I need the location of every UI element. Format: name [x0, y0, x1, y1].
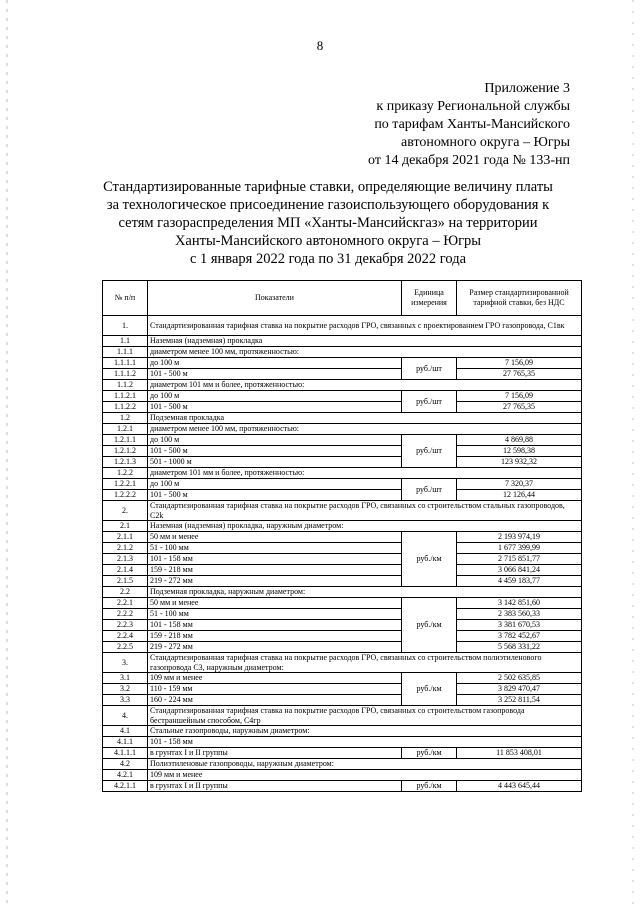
- row-number: 2.2.2: [103, 609, 148, 620]
- row-value: 3 829 470,47: [457, 684, 582, 695]
- row-number: 2.1.2: [103, 543, 148, 554]
- table-row: [103, 673, 582, 684]
- subsection-title: Стальные газопроводы, наружным диаметром:: [148, 726, 582, 737]
- table-row: [103, 468, 582, 479]
- row-value: 7 156,09: [457, 391, 582, 402]
- row-indicator: 109 мм и менее: [148, 673, 402, 684]
- appendix-line: Приложение 3: [484, 81, 570, 96]
- row-number: 4.2.1.1: [103, 781, 148, 792]
- row-number: 1.: [103, 316, 148, 336]
- table-row: [103, 501, 582, 521]
- table-row: [103, 565, 582, 576]
- row-number: 2.: [103, 501, 148, 521]
- section-title: Стандартизированная тарифная ставка на покрытие расходов ГРО, связанных со строительством газопровода бестраншейным способом, C4гр: [148, 706, 582, 726]
- table-row: [103, 653, 582, 673]
- header-unit: Единица измерения: [402, 281, 457, 316]
- title-line: за технологическое присоединение газоиспользующего оборудования к: [106, 197, 550, 213]
- row-indicator: 219 - 272 мм: [148, 642, 402, 653]
- row-indicator: 101 - 158 мм: [148, 554, 402, 565]
- row-value: 2 193 974,19: [457, 532, 582, 543]
- table-row: [103, 424, 582, 435]
- section-title: Стандартизированная тарифная ставка на покрытие расходов ГРО, связанных с проектированием ГРО газопровода, C1вк: [148, 316, 582, 336]
- subsection-title: диаметром 101 мм и более, протяженностью:: [148, 468, 582, 479]
- row-indicator: 101 - 500 м: [148, 369, 402, 380]
- row-number: 3.: [103, 653, 148, 673]
- row-indicator: 160 - 224 мм: [148, 695, 402, 706]
- table-row: [103, 391, 582, 402]
- row-indicator: 101 - 500 м: [148, 402, 402, 413]
- row-number: 1.1.1.1: [103, 358, 148, 369]
- row-number: 1.1.1: [103, 347, 148, 358]
- tariff-table: [102, 280, 582, 792]
- header-indicator: Показатели: [148, 281, 402, 316]
- row-indicator: 159 - 218 мм: [148, 565, 402, 576]
- row-number: 1.2.2.2: [103, 490, 148, 501]
- row-number: 2.1.1: [103, 532, 148, 543]
- row-indicator: 51 - 100 мм: [148, 609, 402, 620]
- row-number: 1.2.1.1: [103, 435, 148, 446]
- row-value: 12 126,44: [457, 490, 582, 501]
- row-indicator: до 100 м: [148, 435, 402, 446]
- row-value: 3 252 811,54: [457, 695, 582, 706]
- page-number: 8: [316, 38, 324, 53]
- row-value: 4 869,88: [457, 435, 582, 446]
- row-value: 123 932,32: [457, 457, 582, 468]
- subsection-title: диаметром 101 мм и более, протяженностью:: [148, 380, 582, 391]
- table-row: [103, 554, 582, 565]
- row-value: 7 156,09: [457, 358, 582, 369]
- table-row: [103, 609, 582, 620]
- row-number: 2.1.3: [103, 554, 148, 565]
- row-value: 27 765,35: [457, 402, 582, 413]
- table-row: [103, 347, 582, 358]
- row-number: 1.2.1.3: [103, 457, 148, 468]
- row-unit: руб./км: [402, 598, 457, 653]
- row-value: 4 443 645,44: [457, 781, 582, 792]
- table-row: [103, 684, 582, 695]
- table-row: [103, 543, 582, 554]
- row-value: 11 853 408,01: [457, 748, 582, 759]
- row-number: 1.1.1.2: [103, 369, 148, 380]
- row-indicator: в грунтах I и II группы: [148, 781, 402, 792]
- row-value: 3 066 841,24: [457, 565, 582, 576]
- subsection-title: Полиэтиленовые газопроводы, наружным диаметром:: [148, 759, 582, 770]
- table-row: [103, 479, 582, 490]
- row-unit: руб./км: [402, 673, 457, 706]
- table-row: [103, 598, 582, 609]
- table-row: [103, 631, 582, 642]
- table-row: [103, 642, 582, 653]
- table-row: [103, 521, 582, 532]
- subsection-title: 109 мм и менее: [148, 770, 582, 781]
- table-body: [103, 316, 582, 792]
- row-number: 2.1: [103, 521, 148, 532]
- row-number: 4.2: [103, 759, 148, 770]
- row-unit: руб./км: [402, 748, 457, 759]
- row-number: 4.1: [103, 726, 148, 737]
- row-value: 27 765,35: [457, 369, 582, 380]
- row-number: 4.1.1: [103, 737, 148, 748]
- row-number: 2.2: [103, 587, 148, 598]
- table-row: [103, 770, 582, 781]
- scan-edge-right: [632, 0, 634, 905]
- row-indicator: 219 - 272 мм: [148, 576, 402, 587]
- row-indicator: до 100 м: [148, 479, 402, 490]
- row-value: 4 459 183,77: [457, 576, 582, 587]
- table-row: [103, 369, 582, 380]
- title-line: сетям газораспределения МП «Ханты-Мансийскгаз» на территории: [118, 215, 538, 231]
- table-row: [103, 435, 582, 446]
- row-number: 2.1.5: [103, 576, 148, 587]
- row-value: 3 142 851,60: [457, 598, 582, 609]
- row-number: 2.2.5: [103, 642, 148, 653]
- row-value: 2 502 635,85: [457, 673, 582, 684]
- row-number: 1.2.2: [103, 468, 148, 479]
- row-indicator: 101 - 158 мм: [148, 620, 402, 631]
- row-number: 2.2.3: [103, 620, 148, 631]
- appendix-line: от 14 декабря 2021 года № 133-нп: [368, 153, 570, 168]
- title-line: с 1 января 2022 года по 31 декабря 2022 года: [189, 251, 467, 267]
- table-row: [103, 358, 582, 369]
- appendix-line: по тарифам Ханты-Мансийского: [374, 117, 570, 132]
- row-unit: руб./шт: [402, 391, 457, 413]
- table-row: [103, 532, 582, 543]
- row-number: 1.2.1: [103, 424, 148, 435]
- row-unit: руб./шт: [402, 358, 457, 380]
- row-indicator: 110 - 159 мм: [148, 684, 402, 695]
- row-value: 3 381 670,53: [457, 620, 582, 631]
- subsection-title: Подземная прокладка: [148, 413, 582, 424]
- row-value: 2 383 560,33: [457, 609, 582, 620]
- subsection-title: диаметром менее 100 мм, протяженностью:: [148, 424, 582, 435]
- row-number: 1.1: [103, 336, 148, 347]
- table-row: [103, 576, 582, 587]
- row-indicator: до 100 м: [148, 358, 402, 369]
- header-rate: Размер стандартизированной тарифной ставки, без НДС: [457, 281, 582, 316]
- table-row: [103, 706, 582, 726]
- scan-edge-left: [6, 0, 8, 905]
- row-number: 1.2.1.2: [103, 446, 148, 457]
- row-number: 1.1.2.1: [103, 391, 148, 402]
- row-number: 4.: [103, 706, 148, 726]
- row-number: 4.1.1.1: [103, 748, 148, 759]
- row-indicator: 50 мм и менее: [148, 532, 402, 543]
- table-row: [103, 759, 582, 770]
- table-row: [103, 737, 582, 748]
- row-value: 3 782 452,67: [457, 631, 582, 642]
- table-row: [103, 316, 582, 336]
- subsection-title: Наземная (надземная) прокладка, наружным диаметром:: [148, 521, 582, 532]
- row-number: 2.1.4: [103, 565, 148, 576]
- subsection-title: Наземная (надземная) прокладка: [148, 336, 582, 347]
- appendix-block: [368, 80, 570, 170]
- appendix-line: автономного округа – Югры: [401, 135, 570, 150]
- header-num: № п/п: [103, 281, 148, 316]
- table-row: [103, 587, 582, 598]
- row-unit: руб./км: [402, 781, 457, 792]
- table-row: [103, 380, 582, 391]
- row-value: 2 715 851,77: [457, 554, 582, 565]
- row-number: 1.2.2.1: [103, 479, 148, 490]
- section-title: Стандартизированная тарифная ставка на покрытие расходов ГРО, связанных со строительством полиэтиленового газопровода C3, наружным диаметром:: [148, 653, 582, 673]
- table-header-row: [103, 281, 582, 316]
- table-row: [103, 695, 582, 706]
- table-row: [103, 413, 582, 424]
- document-title: [88, 178, 568, 268]
- row-indicator: 159 - 218 мм: [148, 631, 402, 642]
- row-unit: руб./км: [402, 532, 457, 587]
- table-row: [103, 446, 582, 457]
- table-row: [103, 457, 582, 468]
- row-value: 7 320,37: [457, 479, 582, 490]
- row-indicator: 501 - 1000 м: [148, 457, 402, 468]
- table-row: [103, 748, 582, 759]
- row-value: 1 677 399,99: [457, 543, 582, 554]
- row-value: 12 598,38: [457, 446, 582, 457]
- row-indicator: 50 мм и менее: [148, 598, 402, 609]
- row-indicator: в грунтах I и II группы: [148, 748, 402, 759]
- row-indicator: до 100 м: [148, 391, 402, 402]
- title-line: Стандартизированные тарифные ставки, определяющие величину платы: [103, 179, 553, 195]
- row-number: 3.3: [103, 695, 148, 706]
- appendix-line: к приказу Региональной службы: [376, 99, 570, 114]
- row-number: 3.2: [103, 684, 148, 695]
- table-row: [103, 336, 582, 347]
- row-number: 3.1: [103, 673, 148, 684]
- table-row: [103, 781, 582, 792]
- row-number: 1.1.2: [103, 380, 148, 391]
- table-row: [103, 726, 582, 737]
- row-number: 1.1.2.2: [103, 402, 148, 413]
- title-line: Ханты-Мансийского автономного округа – Югры: [174, 233, 482, 249]
- row-number: 4.2.1: [103, 770, 148, 781]
- subsection-title: 101 - 158 мм: [148, 737, 582, 748]
- row-value: 5 568 331,22: [457, 642, 582, 653]
- subsection-title: диаметром менее 100 мм, протяженностью:: [148, 347, 582, 358]
- row-indicator: 101 - 500 м: [148, 446, 402, 457]
- table-row: [103, 620, 582, 631]
- row-indicator: 101 - 500 м: [148, 490, 402, 501]
- row-number: 1.2: [103, 413, 148, 424]
- row-number: 2.2.4: [103, 631, 148, 642]
- row-unit: руб./шт: [402, 435, 457, 468]
- subsection-title: Подземная прокладка, наружным диаметром:: [148, 587, 582, 598]
- row-number: 2.2.1: [103, 598, 148, 609]
- row-indicator: 51 - 100 мм: [148, 543, 402, 554]
- section-title: Стандартизированная тарифная ставка на покрытие расходов ГРО, связанных со строительством стальных газопроводов, C2k: [148, 501, 582, 521]
- table-row: [103, 490, 582, 501]
- table-row: [103, 402, 582, 413]
- row-unit: руб./шт: [402, 479, 457, 501]
